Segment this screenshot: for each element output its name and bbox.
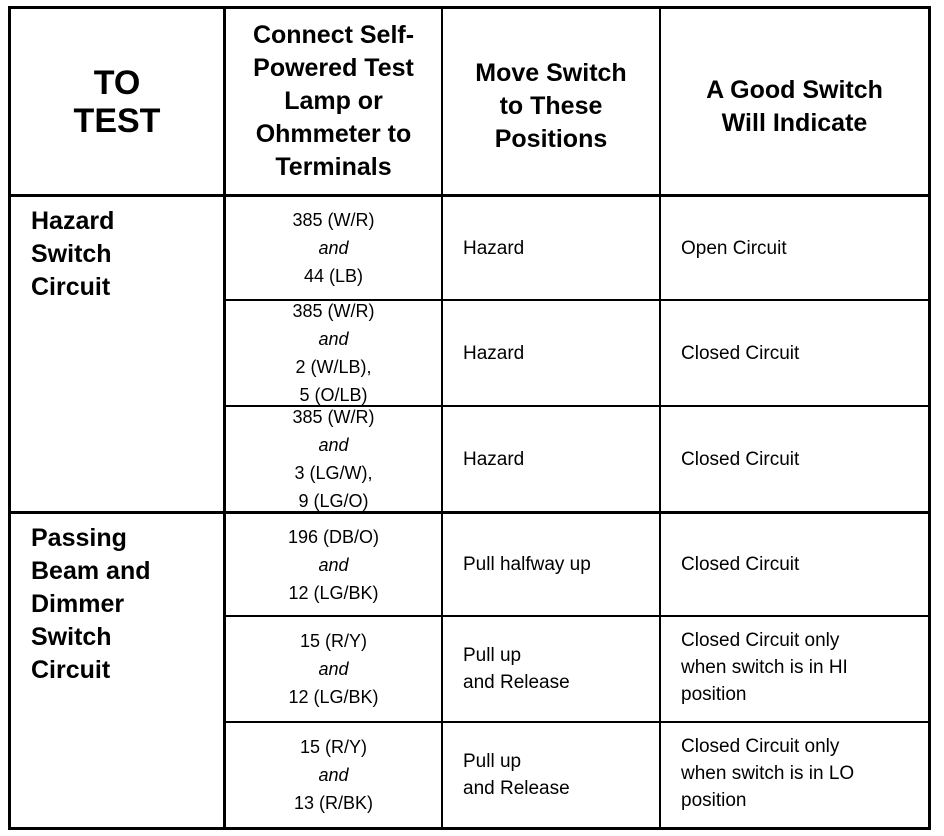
terminal-line: 12 (LG/BK) bbox=[288, 582, 379, 603]
group-line: Hazard bbox=[31, 207, 115, 235]
position-line: and Release bbox=[463, 672, 570, 693]
position-line: Pull up bbox=[463, 645, 522, 666]
group-line: Dimmer bbox=[31, 590, 125, 618]
position-text: Hazard bbox=[463, 342, 525, 364]
position-text: Pull halfway up bbox=[463, 554, 591, 575]
terminal-line: 44 (LB) bbox=[303, 266, 363, 286]
header-line: Ohmmeter to bbox=[255, 120, 412, 148]
header-to-test bbox=[11, 9, 223, 194]
row4-indication bbox=[661, 514, 928, 615]
header-line: TEST bbox=[73, 101, 161, 140]
terminal-line: and bbox=[318, 765, 349, 785]
terminal-line: and bbox=[318, 554, 349, 575]
header-line: to These bbox=[499, 92, 603, 120]
header-line: Connect Self- bbox=[252, 21, 415, 49]
group-line: Circuit bbox=[31, 656, 111, 684]
terminal-line: and bbox=[318, 659, 349, 679]
row3-position bbox=[443, 407, 659, 511]
group-line: Switch bbox=[31, 240, 112, 268]
terminal-line: 196 (DB/O) bbox=[287, 526, 380, 547]
terminal-line: 13 (R/BK) bbox=[293, 793, 374, 813]
terminal-line: 5 (O/LB) bbox=[299, 385, 368, 405]
row3-indication bbox=[661, 407, 928, 511]
terminal-line: 2 (W/LB), bbox=[295, 357, 372, 377]
row4-terminals bbox=[226, 514, 441, 615]
group-line: Circuit bbox=[31, 273, 111, 301]
terminal-line: and bbox=[318, 238, 349, 258]
indication-line: Closed Circuit only bbox=[681, 736, 840, 757]
row1-indication bbox=[661, 197, 928, 299]
indication-text: Open Circuit bbox=[681, 237, 787, 259]
position-text: Hazard bbox=[463, 237, 525, 259]
border-right bbox=[928, 6, 931, 830]
terminal-line: and bbox=[318, 435, 349, 455]
row5-position bbox=[443, 617, 659, 721]
position-text: Hazard bbox=[463, 448, 525, 470]
header-line: Terminals bbox=[275, 153, 392, 181]
indication-line: when switch is in HI bbox=[681, 657, 848, 678]
header-line: Move Switch bbox=[475, 59, 627, 87]
terminal-line: 385 (W/R) bbox=[292, 210, 375, 230]
header-good-switch bbox=[661, 9, 928, 194]
header-line: Will Indicate bbox=[721, 108, 868, 137]
indication-line: Closed Circuit only bbox=[681, 630, 840, 651]
terminal-line: 9 (LG/O) bbox=[298, 491, 369, 511]
row2-terminals bbox=[226, 301, 441, 405]
indication-line: when switch is in LO bbox=[681, 763, 855, 784]
header-connect-terminals bbox=[226, 9, 441, 194]
group-hazard-switch-circuit bbox=[11, 197, 223, 511]
terminal-line: 15 (R/Y) bbox=[299, 631, 367, 651]
row6-terminals bbox=[226, 723, 441, 827]
row5-indication bbox=[661, 617, 928, 721]
row2-position bbox=[443, 301, 659, 405]
row1-position bbox=[443, 197, 659, 299]
row5-terminals bbox=[226, 617, 441, 721]
header-line: TO bbox=[93, 63, 141, 102]
terminal-line: 385 (W/R) bbox=[292, 301, 375, 321]
row2-indication bbox=[661, 301, 928, 405]
terminal-line: 12 (LG/BK) bbox=[288, 687, 379, 707]
header-line: Positions bbox=[494, 125, 608, 153]
group-passing-beam-dimmer bbox=[11, 514, 223, 827]
indication-text: Closed Circuit bbox=[681, 448, 800, 470]
row4-position bbox=[443, 514, 659, 615]
header-move-switch bbox=[443, 9, 659, 194]
header-line: Powered Test bbox=[253, 54, 414, 82]
row6-indication bbox=[661, 723, 928, 827]
terminal-line: 3 (LG/W), bbox=[294, 463, 373, 483]
group-line: Passing bbox=[31, 524, 127, 552]
terminal-line: 385 (W/R) bbox=[292, 407, 375, 427]
position-line: and Release bbox=[463, 778, 570, 799]
indication-text: Closed Circuit bbox=[681, 554, 800, 575]
terminal-line: 15 (R/Y) bbox=[299, 737, 368, 757]
indication-line: position bbox=[681, 790, 747, 811]
row3-terminals bbox=[226, 407, 441, 511]
indication-line: position bbox=[681, 684, 747, 705]
position-line: Pull up bbox=[463, 751, 522, 772]
row6-position bbox=[443, 723, 659, 827]
header-line: A Good Switch bbox=[706, 75, 883, 104]
group-line: Switch bbox=[31, 623, 112, 651]
indication-text: Closed Circuit bbox=[681, 342, 800, 364]
row1-terminals bbox=[226, 197, 441, 299]
border-bottom bbox=[8, 827, 931, 830]
header-line: Lamp or bbox=[284, 87, 383, 115]
terminal-line: and bbox=[318, 329, 349, 349]
group-line: Beam and bbox=[31, 557, 151, 585]
